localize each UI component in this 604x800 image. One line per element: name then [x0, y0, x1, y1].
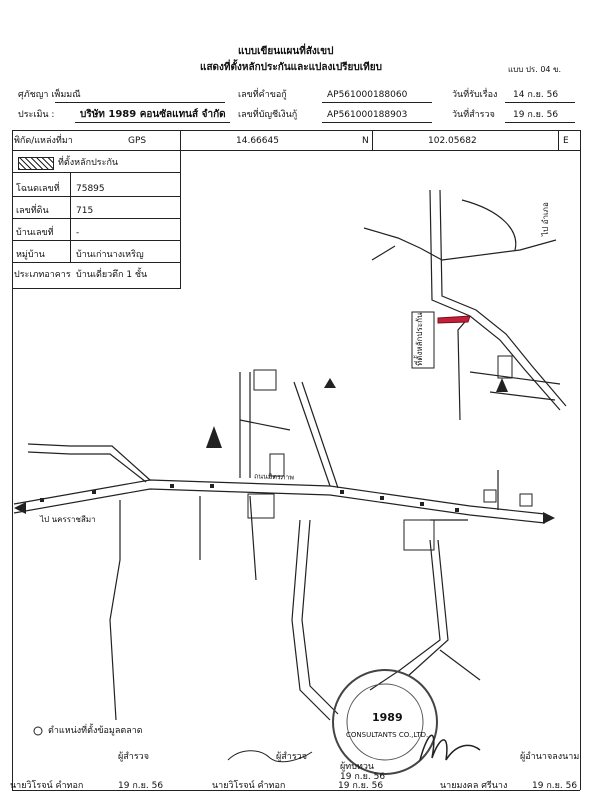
longitude-dir: E	[563, 136, 569, 146]
road-diagonal	[294, 382, 330, 486]
coord-label: พิกัด/แหล่งที่มา	[14, 136, 73, 146]
surveyor-name: นายวิโรจน์ คำทอก	[10, 781, 84, 791]
received-label: วันที่รับเรื่อง	[452, 90, 498, 100]
title-deed-label: โฉนดเลขที่	[16, 184, 60, 194]
road-south	[292, 520, 330, 720]
market-marker-icon	[34, 727, 42, 735]
land-no: 715	[76, 206, 94, 216]
house-no-label: บ้านเลขที่	[16, 228, 54, 238]
building-type: บ้านเดี่ยวตึก 1 ชั้น	[76, 270, 148, 280]
label-market-location: ตำแหน่งที่ตั้งข้อมูลตลาด	[48, 726, 143, 736]
latitude-dir: N	[362, 136, 369, 146]
longitude: 102.05682	[428, 136, 477, 146]
surveyor-label: ผู้สำรวจ	[118, 752, 149, 762]
village-name: บ้านเก่านางเหริญ	[76, 250, 144, 260]
stamp-company: CONSULTANTS CO.,LTD.	[346, 731, 429, 739]
land-no-label: เลขที่ดิน	[16, 206, 49, 216]
applicant-name: ศุภัชญา เพ็มมณี	[18, 90, 81, 100]
document-title: แบบเขียนแผนที่สังเขป	[238, 46, 334, 57]
checker-name: นายวิโรจน์ คำทอก	[212, 781, 286, 791]
label-to-city: ไป นครราชสีมา	[40, 515, 96, 524]
temple-icon	[206, 426, 222, 448]
survey-date: 19 ก.ย. 56	[513, 110, 559, 120]
loan-no-label: เลขที่คำขอกู้	[238, 90, 287, 100]
account-no: AP561000188903	[327, 110, 408, 120]
received-date: 14 ก.ย. 56	[513, 90, 559, 100]
loan-no: AP561000188060	[327, 90, 408, 100]
checker-date: 19 ก.ย. 56	[338, 781, 384, 791]
village-label: หมู่บ้าน	[16, 250, 45, 260]
house-no: -	[76, 228, 80, 238]
building-type-label: ประเภทอาคาร	[14, 270, 71, 280]
reviewer-label: ผู้ทบทวน	[340, 762, 375, 772]
label-collateral: ที่ตั้งหลักประกัน	[415, 312, 424, 366]
approver-date: 19 ก.ย. 56	[532, 781, 578, 791]
collateral-marker	[438, 316, 470, 323]
label-road: ถนนมิตรภาพ	[253, 472, 295, 482]
arrow-east-icon	[543, 512, 555, 524]
coord-source: GPS	[128, 136, 147, 146]
form-code: แบบ ปร. 04 ข.	[508, 65, 562, 74]
label-to-other: ไป อำเภอ	[541, 202, 550, 236]
appraiser-name: บริษัท 1989 คอนซัลแทนส์ จำกัด	[80, 109, 226, 120]
stamp-number: 1989	[372, 711, 403, 724]
approver-name: นายมงคล ศรีนาง	[440, 781, 508, 791]
appraiser-label: ประเมิน :	[18, 110, 55, 120]
approver-label: ผู้อำนาจลงนาม	[520, 752, 580, 762]
approver-signature	[420, 735, 480, 760]
account-no-label: เลขที่บัญชีเงินกู้	[238, 110, 298, 120]
reviewer-date: 19 ก.ย. 56	[340, 772, 386, 782]
highway-upper-line	[14, 480, 545, 514]
document-subtitle: แสดงที่ตั้งหลักประกันและแปลงเปรียบเทียบ	[200, 62, 382, 73]
checker-label: ผู้สำรวจ	[276, 752, 307, 762]
latitude: 14.66645	[236, 136, 279, 146]
road-west	[28, 444, 150, 480]
title-deed-no: 75895	[76, 184, 105, 194]
surveyor-date: 19 ก.ย. 56	[118, 781, 164, 791]
survey-date-label: วันที่สำรวจ	[452, 110, 495, 120]
legend-collateral-label: ที่ตั้งหลักประกัน	[58, 158, 119, 168]
